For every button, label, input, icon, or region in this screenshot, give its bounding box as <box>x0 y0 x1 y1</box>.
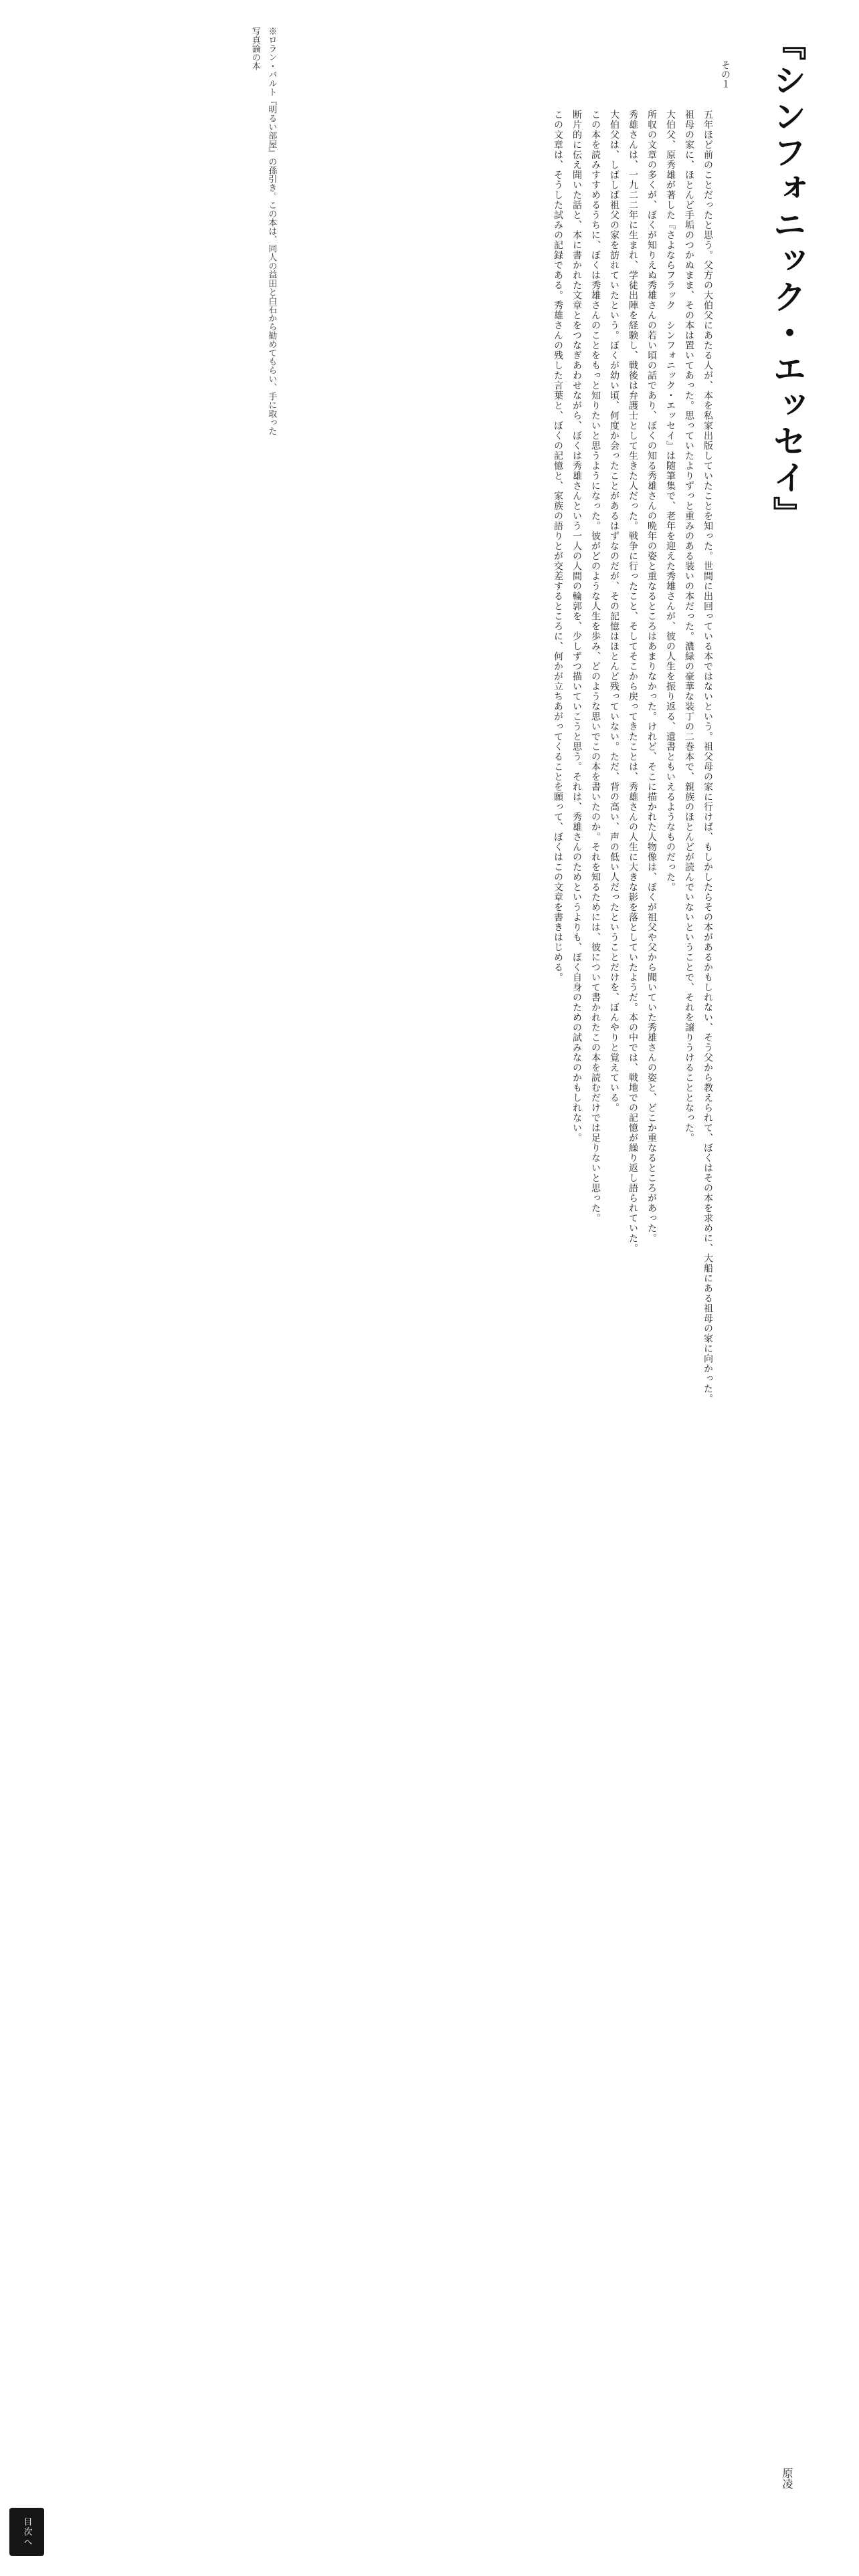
toc-button[interactable]: 目次へ <box>9 2508 44 2556</box>
paragraph: この本を読みすすめるうちに、ぼくは秀雄さんのことをもっと知りたいと思うようになった。彼がどのような人生を歩み、どのような思いでこの本を書いたのか。それを知るためには、彼について書かれたこの本を読むだけでは足りないと思った。 <box>590 110 601 1223</box>
footnote: ※ロラン・バルト『明るい部屋』の孫引き。この本は、同人の益田と白石から勧めてもらい、手に取った写真論の本 <box>250 27 277 435</box>
paragraph: この文章は、そうした試みの記録である。秀雄さんの残した言葉と、ぼくの記憶と、家族の語りとが交差するところに、何かが立ちあがってくることを願って、ぼくはこの文章を書きはじめる。 <box>553 110 563 982</box>
paragraph: 所収の文章の多くが、ぼくが知りえぬ秀雄さんの若い頃の話であり、ぼくの知る秀雄さんの晩年の姿と重なるところはあまりなかった。けれど、そこに描かれた人物像は、ぼくが祖父や父から聞いていた秀雄さんの姿と、どこか重なるところがあった。 <box>646 110 657 1243</box>
section-label: その１ <box>720 60 731 88</box>
paragraph: 祖母の家に、ほとんど手垢のつかぬまま、その本は置いてあった。思っていたよりずっと重みのある装いの本だった。濃緑の豪華な装丁の二巻本で、親族のほとんどが読んでいないということで、それを譲りうけることとなった。 <box>684 110 694 1143</box>
page-title: 『シンフォニック・エッセイ』 <box>767 27 807 532</box>
paragraph: 大伯父は、しばしば祖父の家を訪れていたという。ぼくが幼い頃、何度か会ったことがあるはずなのだが、その記憶はほとんど残っていない。ただ、背の高い、声の低い人だったということだけを、ぼんやりと覚えている。 <box>609 110 619 1113</box>
paragraph: 五年ほど前のことだったと思う。父方の大伯父にあたる人が、本を私家出版していたことを知った。世間に出回っている本ではないという。祖父母の家に行けば、もしかしたらその本があるかもしれない、そう父から教えられて、ぼくはその本を求めに、大船にある祖母の家に向かった。 <box>702 110 713 1404</box>
author-signature: 原凌 <box>781 2468 793 2489</box>
paragraph: 大伯父、原秀雄が著した『さよならフラック シンフォニック・エッセイ』は随筆集で、老年を迎えた秀雄さんが、彼の人生を振り返る、遺書ともいえるようなものだった。 <box>665 110 676 892</box>
essay-body <box>128 100 717 2361</box>
paragraph: 断片的に伝え聞いた話と、本に書かれた文章とをつなぎあわせながら、ぼくは秀雄さんという一人の人間の輪郭を、少しずつ描いていこうと思う。それは、秀雄さんのためというよりも、ぼく自身のための試みなのかもしれない。 <box>571 110 582 1143</box>
paragraph: 秀雄さんは、一九二二年に生まれ、学徒出陣を経験し、戦後は弁護士として生きた人だった。戦争に行ったこと、そしてそこから戻ってきたことは、秀雄さんの人生に大きな影を落としていたようだ。本の中では、戦地での記憶が繰り返し語られていた。 <box>628 110 638 1253</box>
